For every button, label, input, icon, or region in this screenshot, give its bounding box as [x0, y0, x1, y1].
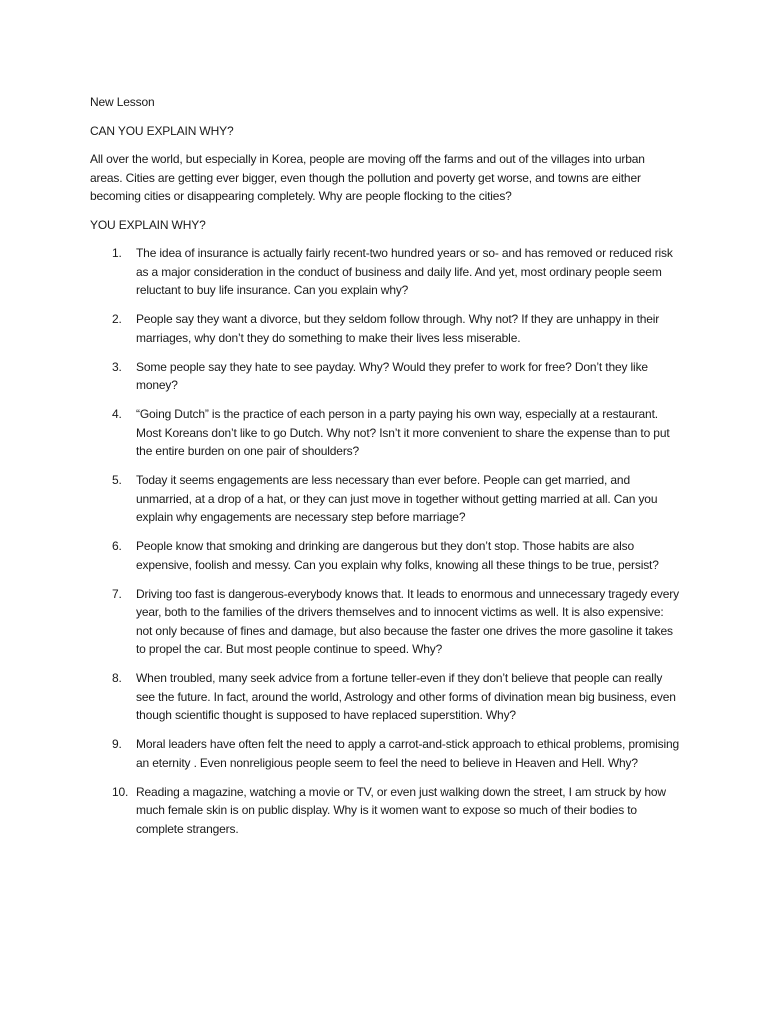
question-item: [90, 244, 680, 300]
question-text: Today it seems engagements are less necessary than ever before. People can get married, and unmarried, at a drop of a hat, or they can just move in together without getting married at all. Can you explain why engagements are necessary step before marriage?: [136, 473, 658, 524]
question-item: [90, 310, 680, 347]
question-number: 3.: [112, 359, 122, 374]
document-page: [90, 93, 680, 849]
intro-paragraph: All over the world, but especially in Korea, people are moving off the farms and out of the villages into urban areas. Cities are getting ever bigger, even though the pollution and poverty get worse, and towns are either becoming cities or disappearing completely. Why are people flocking to the cities?: [90, 152, 645, 203]
question-number: 2.: [112, 312, 122, 326]
lesson-label: New Lesson: [90, 95, 155, 109]
question-text: Driving too fast is dangerous-everybody knows that. It leads to enormous and unnecessary tragedy every year, both to the families of the drivers themselves and to innocent victims as well. It is also expensive: not only because of fines and damage, but also because the faster one drives the more gasoline it takes to propel the car. But most people continue to speed. Why?: [136, 586, 679, 656]
question-item: [90, 783, 680, 839]
question-text: The idea of insurance is actually fairly recent-two hundred years or so- and has removed or reduced risk as a major consideration in the conduct of business and daily life. And yet, most ordinary people seem reluctant to buy life insurance. Can you explain why?: [136, 246, 673, 297]
question-item: [90, 735, 680, 772]
question-item: [90, 585, 680, 659]
question-number: 6.: [112, 539, 122, 553]
question-number: 9.: [112, 737, 122, 751]
question-item: [90, 537, 680, 574]
document-title: CAN YOU EXPLAIN WHY?: [90, 123, 234, 138]
question-text: People know that smoking and drinking are dangerous but they don’t stop. Those habits are also expensive, foolish and messy. Can you explain why folks, knowing all these things to be true, persist?: [136, 539, 659, 572]
question-text: Reading a magazine, watching a movie or TV, or even just walking down the street, I am struck by how much female skin is on public display. Why is it women want to expose so much of their bodies to complete strangers.: [136, 784, 666, 836]
question-text: Moral leaders have often felt the need to apply a carrot-and-stick approach to ethical problems, promising an eternity . Even nonreligious people seem to feel the need to believe in Heaven and Hell. Why?: [136, 737, 680, 770]
question-text: Some people say they hate to see payday. Why? Would they prefer to work for free? Don’t they like money?: [136, 359, 648, 392]
section-subheading: YOU EXPLAIN WHY?: [90, 217, 206, 232]
question-text: “Going Dutch” is the practice of each person in a party paying his own way, especially at a restaurant. Most Koreans don’t like to go Dutch. Why not? Isn’t it more convenient to share the expense than to put the entire burden on one pair of shoulders?: [136, 407, 670, 458]
question-item: [90, 471, 680, 527]
question-item: [90, 405, 680, 461]
question-text: When troubled, many seek advice from a fortune teller-even if they don’t believe that people can really see the future. In fact, around the world, Astrology and other forms of divination mean big business, even though scientific thought is supposed to have replaced superstition. Why?: [136, 671, 676, 722]
question-number: 4.: [112, 407, 122, 421]
question-list: [90, 244, 680, 838]
question-item: [90, 669, 680, 725]
question-number: 1.: [112, 246, 122, 260]
question-text: People say they want a divorce, but they seldom follow through. Why not? If they are unhappy in their marriages, why don’t they do something to make their lives less miserable.: [136, 312, 660, 345]
question-number: 8.: [112, 671, 122, 685]
question-item: [90, 358, 680, 395]
question-number: 7.: [112, 586, 122, 601]
question-number: 5.: [112, 473, 122, 487]
question-number: 10.: [112, 784, 129, 799]
